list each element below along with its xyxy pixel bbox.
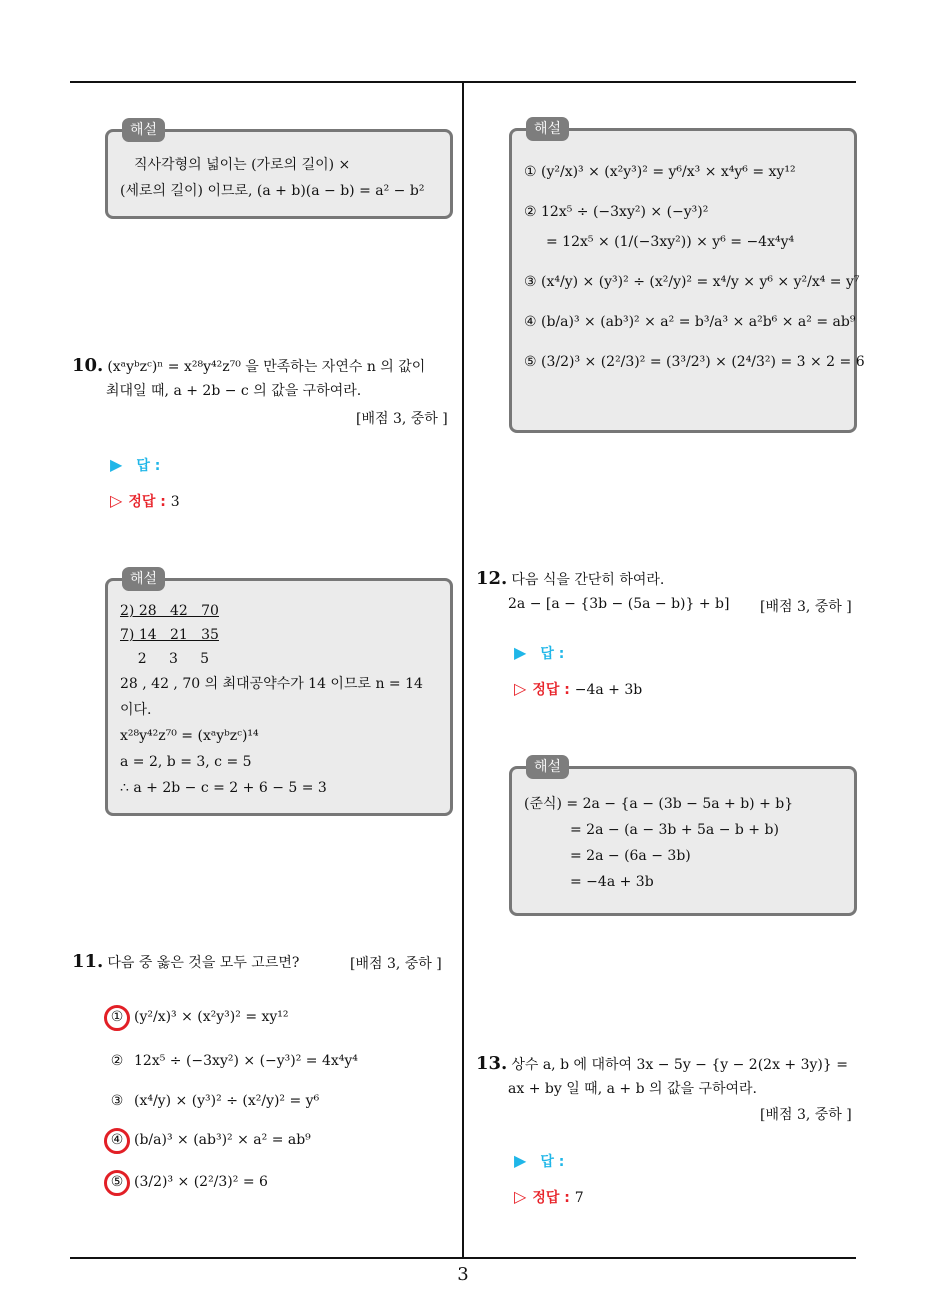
explanation-line: 직사각형의 넓이는 (가로의 길이) × — [134, 157, 351, 173]
correct-value: 3 — [170, 494, 180, 510]
division-row: 7) 14 21 35 — [120, 627, 219, 643]
question-expression: 2a − [a − {3b − (5a − b)} + b] — [508, 596, 730, 612]
question-10 — [72, 354, 456, 403]
explanation-tag: 해설 — [122, 118, 165, 142]
answer-row — [110, 455, 160, 475]
explanation-line: ③ (x⁴/y) × (y³)² ÷ (x²/y)² = x⁴/y × y⁶ × y²/x⁴ = y⁷ — [524, 274, 860, 290]
footer-rule — [70, 1257, 856, 1259]
choice-3: ③ (x⁴/y) × (y³)² ÷ (x²/y)² = y⁶ — [110, 1093, 320, 1109]
explanation-tag: 해설 — [526, 117, 569, 141]
correct-label: 정답 : — [128, 494, 166, 510]
correct-value: −4a + 3b — [574, 682, 643, 698]
question-text: ax + by 일 때, a + b 의 값을 구하여라. — [508, 1081, 758, 1097]
question-text: 다음 식을 간단히 하여라. — [511, 572, 665, 588]
explanation-line: ① (y²/x)³ × (x²y³)² = y⁶/x³ × x⁴y⁶ = xy¹² — [524, 164, 796, 180]
correct-answer-row — [514, 1187, 584, 1207]
explanation-line: (준식) = 2a − {a − (3b − 5a + b) + b} — [524, 796, 794, 812]
explanation-line: x²⁸y⁴²z⁷⁰ = (xᵃyᵇzᶜ)¹⁴ — [120, 728, 259, 744]
correct-label: 정답 : — [532, 682, 570, 698]
explanation-tag: 해설 — [526, 755, 569, 779]
answer-label: 답 : — [136, 458, 161, 474]
question-number: 13. — [476, 1053, 508, 1074]
choice-2: ② 12x⁵ ÷ (−3xy²) × (−y³)² = 4x⁴y⁴ — [110, 1053, 358, 1069]
question-text: 최대일 때, a + 2b − c 의 값을 구하여라. — [106, 383, 362, 399]
correct-label: 정답 : — [532, 1190, 570, 1206]
correct-answer-row — [514, 679, 642, 699]
explanation-line: = −4a + 3b — [570, 874, 654, 890]
explanation-line: 28 , 42 , 70 의 최대공약수가 14 이므로 n = 14 — [120, 676, 423, 692]
score-label: [배점 3, 중하 ] — [350, 956, 442, 972]
selected-mark-circle — [104, 1128, 130, 1154]
explanation-line: ∴ a + 2b − c = 2 + 6 − 5 = 3 — [120, 780, 327, 796]
explanation-line: ④ (b/a)³ × (ab³)² × a² = b³/a³ × a²b⁶ × a² = ab⁹ — [524, 314, 856, 330]
choice-4: ④ (b/a)³ × (ab³)² × a² = ab⁹ — [110, 1132, 311, 1148]
answer-label: 답 : — [540, 646, 565, 662]
triangle-outline-icon: ▷ — [514, 1187, 527, 1206]
answer-row — [514, 643, 564, 663]
score-label: [배점 3, 중하 ] — [760, 1107, 852, 1123]
explanation-tag: 해설 — [122, 567, 165, 591]
correct-value: 7 — [574, 1190, 584, 1206]
question-number: 10. — [72, 355, 104, 376]
triangle-outline-icon: ▷ — [110, 491, 123, 510]
question-13 — [476, 1052, 860, 1101]
explanation-line: = 2a − (6a − 3b) — [570, 848, 691, 864]
choice-5: ⑤ (3/2)³ × (2²/3)² = 6 — [110, 1174, 268, 1190]
explanation-line: 이다. — [120, 702, 152, 718]
score-label: [배점 3, 중하 ] — [356, 411, 448, 427]
explanation-box-q11 — [509, 121, 865, 433]
correct-answer-row — [110, 491, 180, 511]
page-number: 3 — [457, 1264, 469, 1285]
selected-mark-circle — [104, 1005, 130, 1031]
selected-mark-circle — [104, 1170, 130, 1196]
division-row: 2 3 5 — [120, 651, 210, 667]
triangle-filled-icon: ▶ — [514, 1151, 527, 1170]
question-text: 상수 a, b 에 대하여 3x − 5y − {y − 2(2x + 3y)} = — [511, 1057, 848, 1073]
question-text: 다음 중 옳은 것을 모두 고르면? — [107, 955, 300, 971]
question-text: (xᵃyᵇzᶜ)ⁿ = x²⁸y⁴²z⁷⁰ 을 만족하는 자연수 n 의 값이 — [107, 359, 426, 375]
explanation-box-q10 — [105, 571, 453, 816]
question-number: 11. — [72, 951, 104, 972]
choice-1: ① (y²/x)³ × (x²y³)² = xy¹² — [110, 1009, 289, 1025]
explanation-line: = 12x⁵ × (1/(−3xy²)) × y⁶ = −4x⁴y⁴ — [546, 234, 795, 250]
explanation-line: = 2a − (a − 3b + 5a − b + b) — [570, 822, 779, 838]
explanation-line: (세로의 길이) 이므로, (a + b)(a − b) = a² − b² — [120, 183, 425, 199]
triangle-filled-icon: ▶ — [110, 455, 123, 474]
explanation-line: a = 2, b = 3, c = 5 — [120, 754, 252, 770]
score-label: [배점 3, 중하 ] — [760, 599, 852, 615]
explanation-box-q9 — [105, 122, 453, 219]
explanation-line: ⑤ (3/2)³ × (2²/3)² = (3³/2³) × (2⁴/3²) = 3 × 2 = 6 — [524, 354, 865, 370]
division-row: 2) 28 42 70 — [120, 603, 219, 619]
answer-label: 답 : — [540, 1154, 565, 1170]
explanation-box-q12 — [509, 759, 857, 916]
triangle-outline-icon: ▷ — [514, 679, 527, 698]
answer-row — [514, 1151, 564, 1171]
question-number: 12. — [476, 568, 508, 589]
explanation-line: ② 12x⁵ ÷ (−3xy²) × (−y³)² — [524, 204, 709, 220]
column-divider — [462, 82, 464, 1258]
triangle-filled-icon: ▶ — [514, 643, 527, 662]
